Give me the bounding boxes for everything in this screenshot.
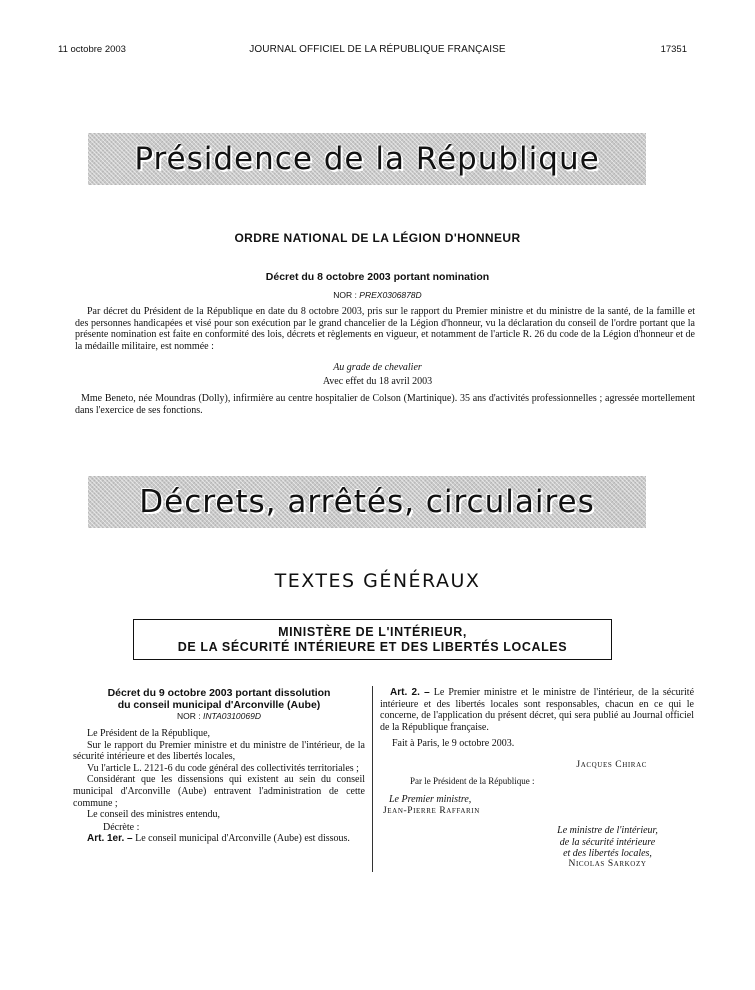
banner-presidence xyxy=(88,133,646,185)
banner-decrets xyxy=(88,476,646,528)
paragraph-vu: Vu l'article L. 2121-6 du code général des collectivités territoriales ; xyxy=(87,762,359,774)
section-title: TEXTES GÉNÉRAUX xyxy=(274,570,481,592)
article-2-label: Art. 2. – xyxy=(390,687,430,698)
mi-role-line-1: Le ministre de l'intérieur, xyxy=(557,825,658,836)
premier-ministre-role: Le Premier ministre, xyxy=(389,794,472,805)
ministere-line-1: MINISTÈRE DE L'INTÉRIEUR, xyxy=(278,624,467,639)
nor-value-2: INTA0310069D xyxy=(203,711,261,721)
article-2 xyxy=(380,687,694,733)
decret-left-body xyxy=(73,728,365,845)
header-page-number: 17351 xyxy=(660,44,687,55)
premier-ministre-name: Jean-Pierre Raffarin xyxy=(383,806,480,816)
decret-nomination-title: Décret du 8 octobre 2003 portant nomination xyxy=(265,271,490,283)
ministre-interieur-name: Nicolas Sarkozy xyxy=(568,859,647,869)
mi-role-line-2: de la sécurité intérieure xyxy=(559,836,656,848)
banner-decrets-text: Décrets, arrêtés, circulaires xyxy=(139,484,595,520)
article-2-text: Le Premier ministre et le ministre de l'intérieur, de la sécurité intérieure et des libertés locales sont responsables, chacun en ce qui le concerne, de l'application du présent décret, qui sera publié au Journal officiel de la République française. xyxy=(380,687,695,733)
paragraph-conseil: Le conseil des ministres entendu, xyxy=(87,809,221,821)
nor-reference xyxy=(0,290,755,300)
decrete-line: Décrète : xyxy=(103,821,140,833)
ordre-heading: ORDRE NATIONAL DE LA LÉGION D'HONNEUR xyxy=(234,231,521,245)
nor-label: NOR : xyxy=(333,290,357,300)
nor-label-2: NOR : xyxy=(177,711,201,721)
article-1 xyxy=(73,833,365,845)
fait-line: Fait à Paris, le 9 octobre 2003. xyxy=(392,738,515,749)
effet-line: Avec effet du 18 avril 2003 xyxy=(322,376,433,387)
nominee-paragraph: Mme Beneto, née Moundras (Dolly), infirmière au centre hospitalier de Colson (Martinique). 35 ans d'activités professionnelles ; agressée mortellement dans l'exercice de ses fonctions. xyxy=(75,393,695,416)
paragraph-president: Le Président de la République, xyxy=(87,728,211,739)
decret-title-line-1: Décret du 9 octobre 2003 portant dissolution xyxy=(107,687,331,699)
ministre-interieur-role xyxy=(520,825,695,860)
header-date: 11 octobre 2003 xyxy=(58,44,126,55)
nor-value: PREX0306878D xyxy=(359,290,422,300)
banner-presidence-text: Présidence de la République xyxy=(134,141,600,177)
mi-role-line-3: et des libertés locales, xyxy=(563,848,652,859)
paragraph-considerant: Considérant que les dissensions qui existent au sein du conseil municipal d'Arconville (Aube) entravent l'administration de cette commune ; xyxy=(73,774,365,809)
article-1-label: Art. 1er. – xyxy=(87,833,133,845)
header-journal-title: JOURNAL OFFICIEL DE LA RÉPUBLIQUE FRANÇAISE xyxy=(249,44,506,55)
par-le-president: Par le Président de la République : xyxy=(410,776,535,786)
signature-president: Jacques Chirac xyxy=(576,760,647,770)
article-1-text: Le conseil municipal d'Arconville (Aube) est dissous. xyxy=(135,833,350,845)
decret-right-body xyxy=(380,687,694,733)
grade-line: Au grade de chevalier xyxy=(333,362,422,373)
decret-paragraph: Par décret du Président de la République en date du 8 octobre 2003, pris sur le rapport du Premier ministre et du ministre de la santé, de la famille et des personnes handicapées et visé pour son exécution par le grand chancelier de la Légion d'honneur, vu la déclaration du conseil de l'ordre portant que la présente nomination est faite en conformité des lois, décrets et règlements en vigueur, et notamment de l'article R. 26 du code de la Légion d'honneur et de la médaille militaire, est nommée : xyxy=(75,306,695,352)
ministere-line-2: DE LA SÉCURITÉ INTÉRIEURE ET DES LIBERTÉS LOCALES xyxy=(177,639,568,654)
paragraph-rapport: Sur le rapport du Premier ministre et du ministre de l'intérieur, de la sécurité intérieure et des libertés locales, xyxy=(73,739,365,763)
ministere-box xyxy=(133,619,612,660)
decret-dissolution-title xyxy=(73,687,365,711)
decret-title-line-2: du conseil municipal d'Arconville (Aube) xyxy=(117,699,321,711)
column-divider xyxy=(372,686,373,872)
nor-reference-2 xyxy=(73,711,365,723)
